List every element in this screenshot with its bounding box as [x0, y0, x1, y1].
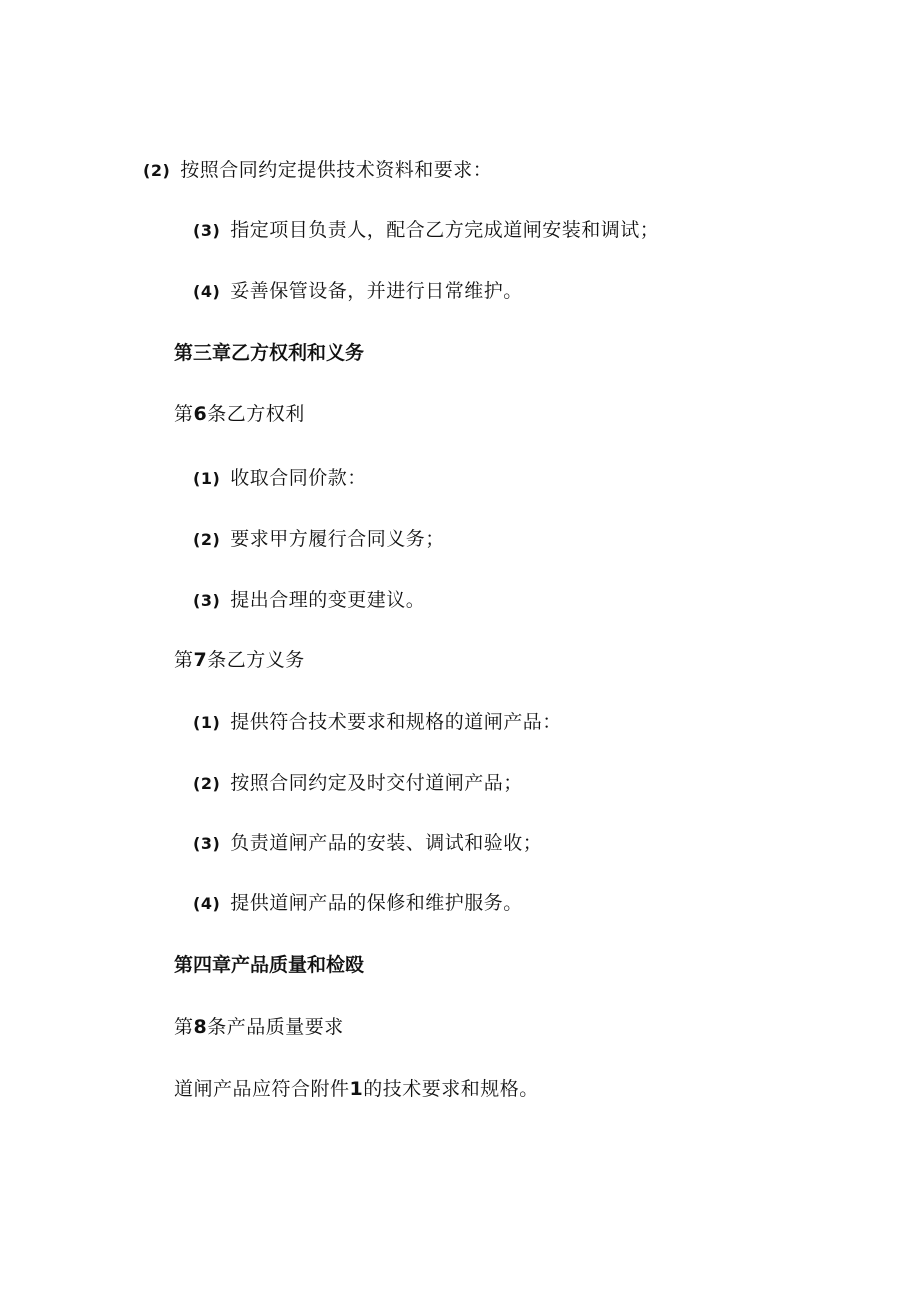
item-number: (2) [193, 774, 221, 793]
article-number: 7 [193, 649, 208, 671]
list-item [193, 279, 523, 304]
item-text: 指定项目负责人，配合乙方完成道闸安装和调试； [230, 219, 660, 241]
item-text: 要求甲方履行合同义务； [230, 528, 445, 550]
article-prefix: 第 [174, 403, 194, 425]
item-number: (2) [193, 530, 221, 549]
item-text: 按照合同约定及时交付道闸产品； [230, 772, 523, 794]
item-text: 提出合理的变更建议。 [230, 589, 426, 611]
article-heading [174, 402, 305, 426]
paragraph [174, 1077, 539, 1101]
article-title: 条乙方权利 [207, 403, 305, 425]
list-item [193, 527, 445, 552]
list-item [193, 466, 367, 491]
list-item [143, 158, 492, 183]
article-prefix: 第 [174, 649, 194, 671]
list-item [193, 218, 659, 243]
article-prefix: 第 [174, 1016, 194, 1038]
item-number: (3) [193, 221, 221, 240]
item-text: 负责道闸产品的安装、调试和验收； [230, 832, 543, 854]
item-number: (4) [193, 282, 221, 301]
article-title: 条产品质量要求 [207, 1016, 344, 1038]
list-item [193, 891, 523, 916]
item-number: (1) [193, 713, 221, 732]
paragraph-text: 的技术要求和规格。 [363, 1078, 539, 1100]
chapter-heading: 第四章产品质量和检殴 [174, 954, 365, 976]
item-text: 妥善保管设备，并进行日常维护。 [230, 280, 523, 302]
item-text: 收取合同价款： [230, 467, 367, 489]
item-text: 按照合同约定提供技术资料和要求： [180, 159, 493, 181]
item-text: 提供道闸产品的保修和维护服务。 [230, 892, 523, 914]
item-number: (2) [143, 161, 171, 180]
item-text: 提供符合技术要求和规格的道闸产品： [230, 711, 562, 733]
item-number: (1) [193, 469, 221, 488]
item-number: (3) [193, 591, 221, 610]
article-heading [174, 1015, 344, 1039]
paragraph-text: 道闸产品应符合附件 [174, 1078, 350, 1100]
article-title: 条乙方义务 [207, 649, 305, 671]
list-item [193, 710, 562, 735]
list-item [193, 831, 542, 856]
item-number: (3) [193, 834, 221, 853]
article-number: 6 [193, 403, 208, 425]
list-item [193, 588, 425, 613]
list-item [193, 771, 523, 796]
annex-number: 1 [349, 1078, 364, 1100]
article-number: 8 [193, 1016, 208, 1038]
item-number: (4) [193, 894, 221, 913]
article-heading [174, 648, 305, 672]
chapter-heading: 第三章乙方权利和义务 [174, 342, 365, 364]
